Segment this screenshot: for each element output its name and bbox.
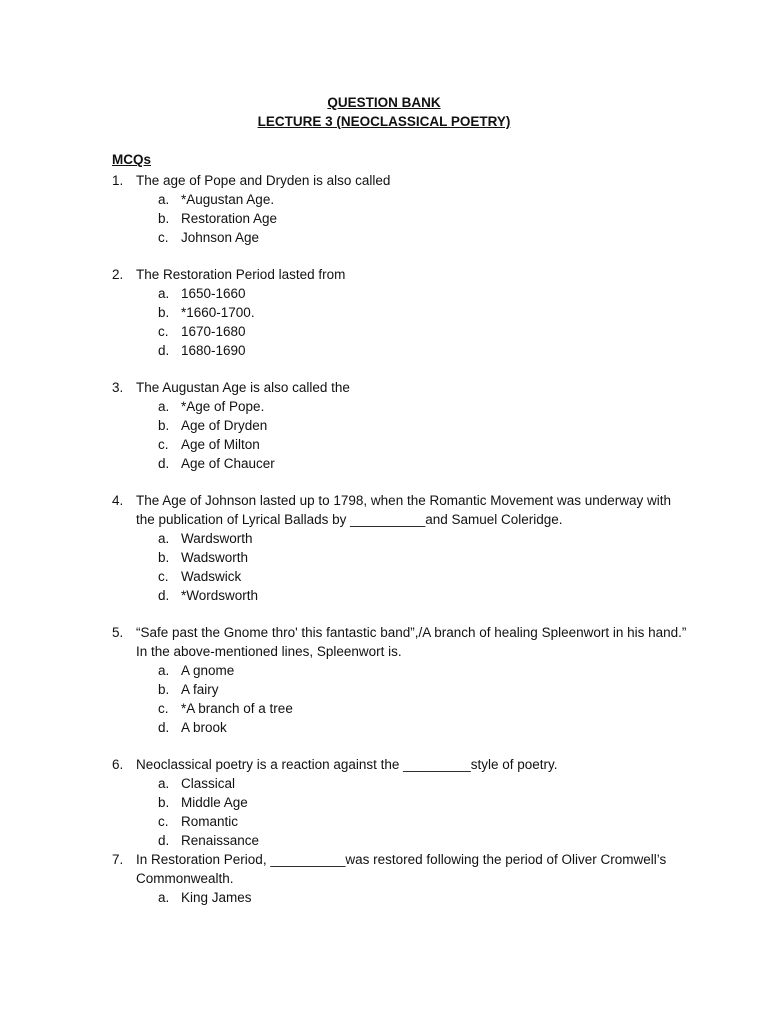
option-text: Restoration Age — [181, 211, 278, 226]
answer-option — [112, 529, 692, 548]
question-text: The Augustan Age is also called the — [136, 380, 350, 395]
answer-option — [112, 888, 692, 907]
answer-option — [112, 699, 692, 718]
question-stem — [112, 378, 692, 397]
option-text: *1660-1700. — [181, 305, 255, 320]
option-letter: c. — [158, 324, 169, 339]
option-letter: a. — [158, 776, 170, 791]
option-letter: a. — [158, 286, 170, 301]
option-text: 1680-1690 — [181, 343, 246, 358]
answer-option — [112, 454, 692, 473]
option-letter: d. — [158, 588, 170, 603]
answer-option — [112, 397, 692, 416]
option-text: Age of Dryden — [181, 418, 268, 433]
answer-option — [112, 831, 692, 850]
answer-option — [112, 548, 692, 567]
option-letter: b. — [158, 795, 170, 810]
option-letter: d. — [158, 343, 170, 358]
option-letter: a. — [158, 531, 170, 546]
answer-option — [112, 774, 692, 793]
option-text: *A branch of a tree — [181, 701, 293, 716]
answer-option — [112, 209, 692, 228]
question-stem — [112, 491, 692, 529]
option-letter: a. — [158, 663, 170, 678]
answer-option — [112, 812, 692, 831]
question-stem — [112, 755, 692, 774]
option-letter: c. — [158, 230, 169, 245]
section-heading: MCQs — [112, 152, 152, 167]
option-letter: d. — [158, 720, 170, 735]
option-text: Age of Milton — [181, 437, 260, 452]
question-item — [112, 171, 692, 247]
option-letter: b. — [158, 211, 170, 226]
answer-option — [112, 416, 692, 435]
option-text: Wadswick — [181, 569, 242, 584]
option-text: Johnson Age — [181, 230, 260, 245]
option-text: 1670-1680 — [181, 324, 246, 339]
answer-option — [112, 322, 692, 341]
question-number: 3. — [112, 380, 124, 395]
option-text: A gnome — [181, 663, 235, 678]
option-text: *Augustan Age. — [181, 192, 275, 207]
question-text: In Restoration Period, __________was restored following the period of Oliver Cromwell’s Commonwealth. — [136, 852, 667, 886]
answer-option — [112, 435, 692, 454]
option-letter: d. — [158, 456, 170, 471]
question-list — [112, 171, 692, 925]
question-stem — [112, 265, 692, 284]
question-item — [112, 378, 692, 473]
question-stem — [112, 850, 692, 888]
option-letter: c. — [158, 437, 169, 452]
question-item — [112, 755, 692, 850]
question-text: The age of Pope and Dryden is also called — [136, 173, 391, 188]
option-text: 1650-1660 — [181, 286, 246, 301]
option-text: A fairy — [181, 682, 219, 697]
answer-option — [112, 586, 692, 605]
question-subtext: In the above-mentioned lines, Spleenwort is. — [136, 644, 402, 659]
question-item — [112, 265, 692, 360]
option-letter: a. — [158, 399, 170, 414]
option-letter: b. — [158, 682, 170, 697]
question-text: “Safe past the Gnome thro' this fantastic band”,/A branch of healing Spleenwort in his hand.” — [136, 625, 687, 640]
question-number: 2. — [112, 267, 124, 282]
answer-option — [112, 661, 692, 680]
question-item — [112, 850, 692, 907]
option-text: *Age of Pope. — [181, 399, 265, 414]
question-number: 5. — [112, 625, 124, 640]
option-text: Romantic — [181, 814, 239, 829]
option-text: Middle Age — [181, 795, 248, 810]
document-subtitle: LECTURE 3 (NEOCLASSICAL POETRY) — [257, 114, 511, 129]
answer-option — [112, 190, 692, 209]
option-text: King James — [181, 890, 252, 905]
document-title: QUESTION BANK — [327, 95, 441, 110]
option-letter: c. — [158, 569, 169, 584]
option-letter: a. — [158, 890, 170, 905]
answer-option — [112, 567, 692, 586]
question-item — [112, 623, 692, 737]
option-letter: c. — [158, 814, 169, 829]
option-letter: b. — [158, 550, 170, 565]
option-text: Wadsworth — [181, 550, 249, 565]
answer-option — [112, 228, 692, 247]
option-letter: c. — [158, 701, 169, 716]
option-text: Renaissance — [181, 833, 260, 848]
question-text: The Age of Johnson lasted up to 1798, when the Romantic Movement was underway with the publication of Lyrical Ballads by __________and Samuel Coleridge. — [136, 493, 672, 527]
option-text: A brook — [181, 720, 227, 735]
question-text: The Restoration Period lasted from — [136, 267, 346, 282]
option-letter: b. — [158, 305, 170, 320]
question-number: 1. — [112, 173, 124, 188]
answer-option — [112, 718, 692, 737]
answer-option — [112, 284, 692, 303]
option-text: Wardsworth — [181, 531, 253, 546]
option-text: Classical — [181, 776, 236, 791]
answer-option — [112, 680, 692, 699]
option-text: Age of Chaucer — [181, 456, 275, 471]
question-item — [112, 491, 692, 605]
question-stem — [112, 171, 692, 190]
answer-option — [112, 341, 692, 360]
question-stem — [112, 623, 692, 642]
answer-option — [112, 303, 692, 322]
question-number: 6. — [112, 757, 124, 772]
option-letter: b. — [158, 418, 170, 433]
option-letter: a. — [158, 192, 170, 207]
question-text: Neoclassical poetry is a reaction against the _________style of poetry. — [136, 757, 558, 772]
answer-option — [112, 793, 692, 812]
question-number: 7. — [112, 852, 124, 867]
option-letter: d. — [158, 833, 170, 848]
option-text: *Wordsworth — [181, 588, 259, 603]
question-number: 4. — [112, 493, 124, 508]
